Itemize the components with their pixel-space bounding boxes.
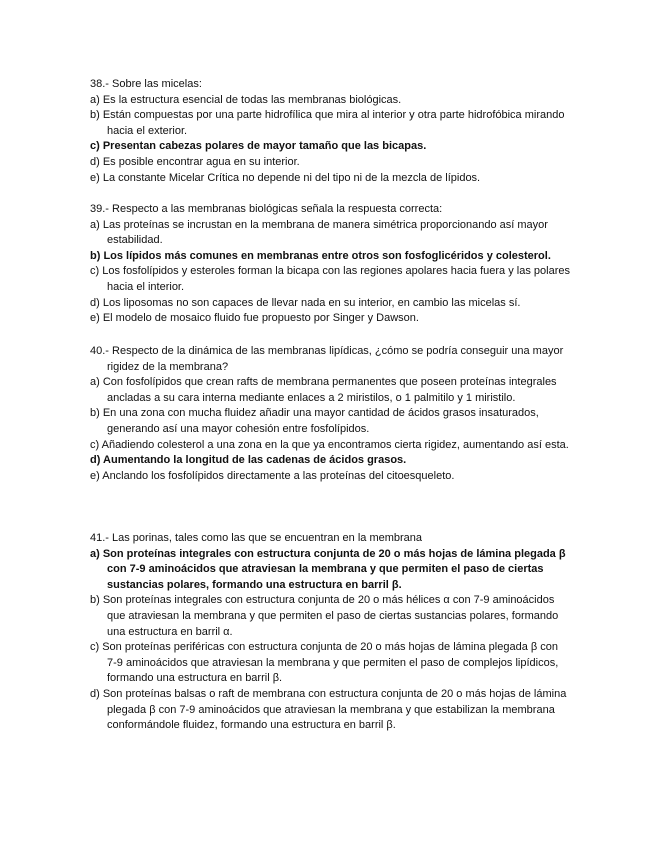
option-b: b) Los lípidos más comunes en membranas entre otros son fosfoglicéridos y colesterol. [90,249,551,262]
question-39 [90,202,570,327]
option-d: d) Es posible encontrar agua en su interior. [90,155,300,168]
option-a: a) Con fosfolípidos que crean rafts de membrana permanentes que poseen proteínas integrales ancladas a su cara interna mediante enlaces a 2 miristilos, o 1 palmitilo y 1 miristilo. [90,376,557,404]
option-d: d) Son proteínas balsas o raft de membrana con estructura conjunta de 20 o más hojas de lámina plegada β con 7-9 aminoácidos que atraviesan la membrana y que estabilizan la membrana conformándole fluidez, formando una estructura en barril β. [90,687,567,732]
option-e: e) Anclando los fosfolípidos directamente a las proteínas del citoesqueleto. [90,469,455,482]
option-a: a) Son proteínas integrales con estructura conjunta de 20 o más hojas de lámina plegada β con 7-9 aminoácidos que atraviesan la membrana y que permiten el paso de ciertas sustancias polares, formando una estructura en barril β. [90,547,566,591]
question-40 [90,344,570,484]
option-c: c) Presentan cabezas polares de mayor tamaño que las bicapas. [90,140,427,153]
question-title: 41.- Las porinas, tales como las que se encuentran en la membrana [90,532,423,544]
option-d: d) Los liposomas no son capaces de llevar nada en su interior, en cambio las micelas sí. [90,296,521,309]
option-c: c) Los fosfolípidos y esteroles forman la bicapa con las regiones apolares hacia fuera y las polares hacia el interior. [90,265,570,293]
question-title: 39.- Respecto a las membranas biológicas señala la respuesta correcta: [90,203,443,215]
option-e: e) La constante Micelar Crítica no depende ni del tipo ni de la mezcla de lípidos. [90,171,481,184]
option-b: b) En una zona con mucha fluidez añadir una mayor cantidad de ácidos grasos insaturados, generando así una mayor cohesión entre fosfolípidos. [90,407,539,435]
option-e: e) El modelo de mosaico fluido fue propuesto por Singer y Dawson. [90,312,419,325]
option-c: c) Son proteínas periféricas con estructura conjunta de 20 o más hojas de lámina plegada β con 7-9 aminoácidos que atraviesan la membrana y que permiten el paso de complejos lipídicos, formando una estructura en barril β. [90,641,559,685]
question-38 [90,77,570,186]
option-c: c) Añadiendo colesterol a una zona en la que ya encontramos cierta rigidez, aumentando así esta. [90,438,569,451]
option-b: b) Son proteínas integrales con estructura conjunta de 20 o más hélices α con 7-9 aminoácidos que atraviesan la membrana y que permiten el paso de ciertas sustancias polares, formando una estructura en barril α. [90,594,559,638]
question-title: 40.- Respecto de la dinámica de las membranas lipídicas, ¿cómo se podría conseguir una mayor rigidez de la membrana? [90,345,564,373]
option-a: a) Es la estructura esencial de todas las membranas biológicas. [90,93,402,106]
option-a: a) Las proteínas se incrustan en la membrana de manera simétrica proporcionando así mayor estabilidad. [90,218,548,247]
question-41 [90,531,570,734]
option-b: b) Están compuestas por una parte hidrofílica que mira al interior y otra parte hidrofóbica mirando hacia el exterior. [90,109,565,137]
option-d: d) Aumentando la longitud de las cadenas de ácidos grasos. [90,454,407,467]
question-title: 38.- Sobre las micelas: [90,78,202,90]
